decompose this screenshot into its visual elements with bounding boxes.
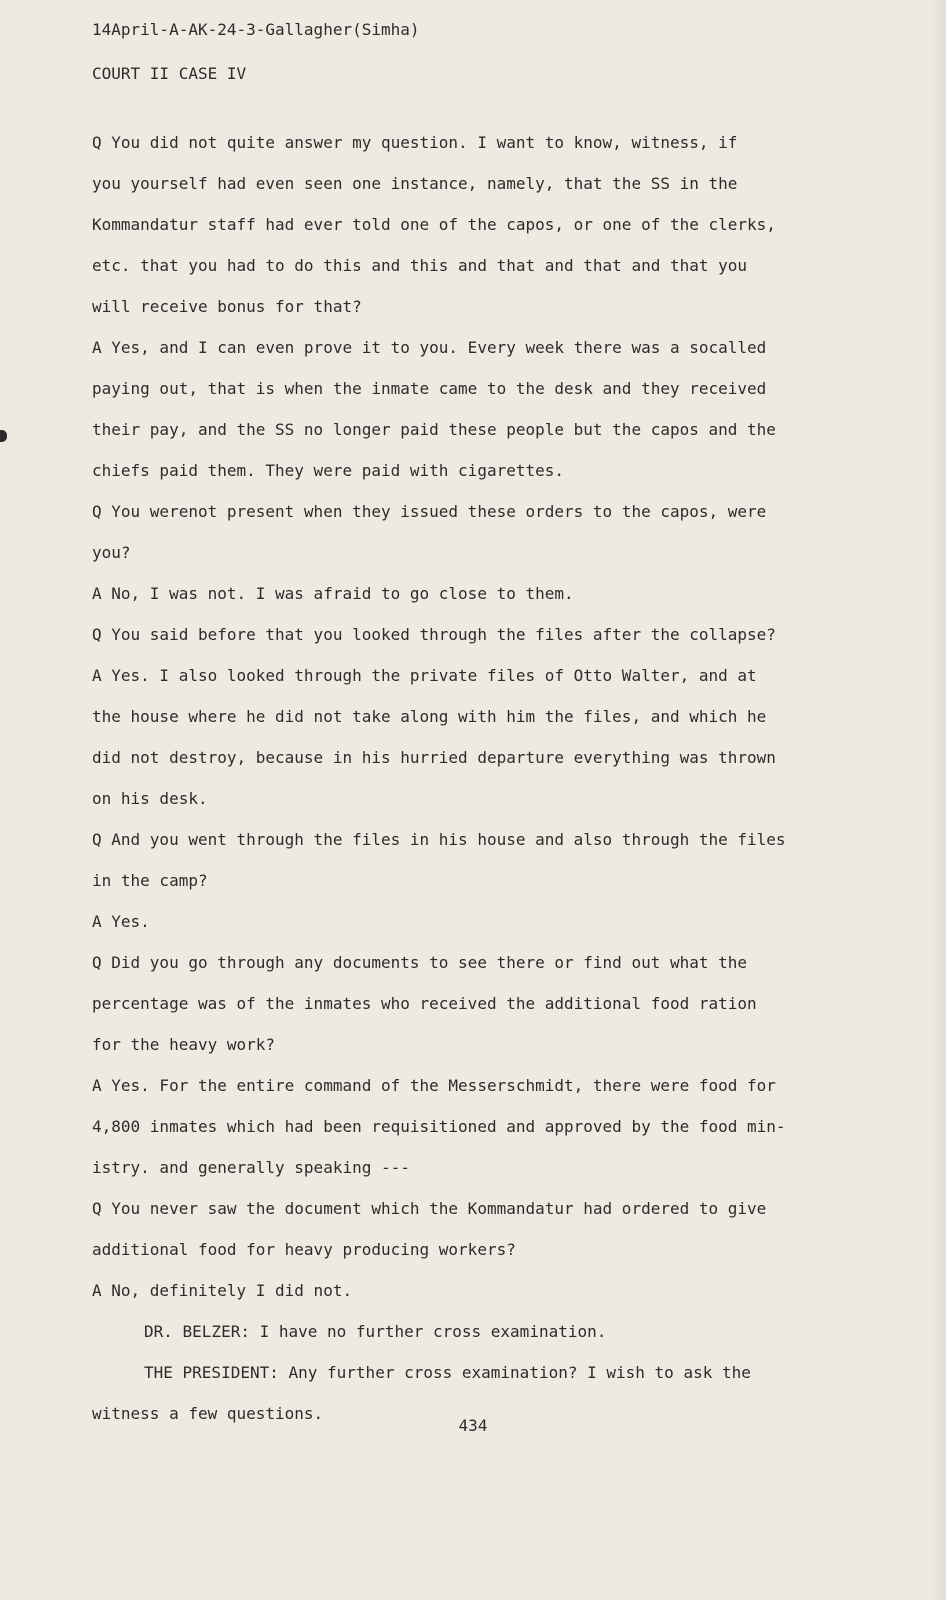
transcript-line: A Yes. — [92, 912, 150, 931]
transcript-line: did not destroy, because in his hurried departure everything was thrown — [92, 748, 776, 767]
transcript-line: you yourself had even seen one instance, namely, that the SS in the — [92, 174, 738, 193]
document-reference: 14April-A-AK-24-3-Gallagher(Simha) — [92, 20, 420, 39]
transcript-line: the house where he did not take along with him the files, and which he — [92, 707, 767, 726]
transcript-line: paying out, that is when the inmate came to the desk and they received — [92, 379, 767, 398]
transcript-line: A Yes, and I can even prove it to you. Every week there was a socalled — [92, 338, 767, 357]
transcript-line: additional food for heavy producing workers? — [92, 1240, 516, 1259]
transcript-line: A No, definitely I did not. — [92, 1281, 353, 1300]
transcript-line: for the heavy work? — [92, 1035, 276, 1054]
transcript-line: istry. and generally speaking --- — [92, 1158, 410, 1177]
transcript-line: Q You werenot present when they issued these orders to the capos, were — [92, 502, 767, 521]
transcript-line: witness a few questions. — [92, 1404, 324, 1423]
transcript-line: Q You never saw the document which the Kommandatur had ordered to give — [92, 1199, 767, 1218]
court-case-heading: COURT II CASE IV — [92, 64, 247, 83]
margin-mark — [0, 430, 7, 442]
transcript-line: in the camp? — [92, 871, 208, 890]
transcript-line: A Yes. For the entire command of the Messerschmidt, there were food for — [92, 1076, 776, 1095]
transcript-line: Kommandatur staff had ever told one of the capos, or one of the clerks, — [92, 215, 776, 234]
transcript-line: Q Did you go through any documents to see there or find out what the — [92, 953, 748, 972]
transcript-lines — [92, 122, 832, 1434]
page-number: 434 — [458, 1416, 488, 1435]
transcript-line: A No, I was not. I was afraid to go close to them. — [92, 584, 574, 603]
transcript-line: percentage was of the inmates who received the additional food ration — [92, 994, 757, 1013]
transcript-line: 4,800 inmates which had been requisitioned and approved by the food min- — [92, 1117, 786, 1136]
transcript-line: their pay, and the SS no longer paid these people but the capos and the — [92, 420, 776, 439]
transcript-line: A Yes. I also looked through the private files of Otto Walter, and at — [92, 666, 757, 685]
transcript-line: etc. that you had to do this and this and that and that and that you — [92, 256, 748, 275]
transcript-line: DR. BELZER: I have no further cross examination. — [144, 1322, 607, 1341]
transcript-line: Q And you went through the files in his house and also through the files — [92, 830, 786, 849]
transcript-line: chiefs paid them. They were paid with cigarettes. — [92, 461, 565, 480]
transcript-line: on his desk. — [92, 789, 208, 808]
transcript-line: you? — [92, 543, 131, 562]
transcript-line: Q You did not quite answer my question. I want to know, witness, if — [92, 133, 738, 152]
transcript-body — [92, 20, 832, 1434]
transcript-line: Q You said before that you looked through the files after the collapse? — [92, 625, 776, 644]
transcript-line: will receive bonus for that? — [92, 297, 362, 316]
transcript-line: THE PRESIDENT: Any further cross examination? I wish to ask the — [144, 1363, 751, 1382]
